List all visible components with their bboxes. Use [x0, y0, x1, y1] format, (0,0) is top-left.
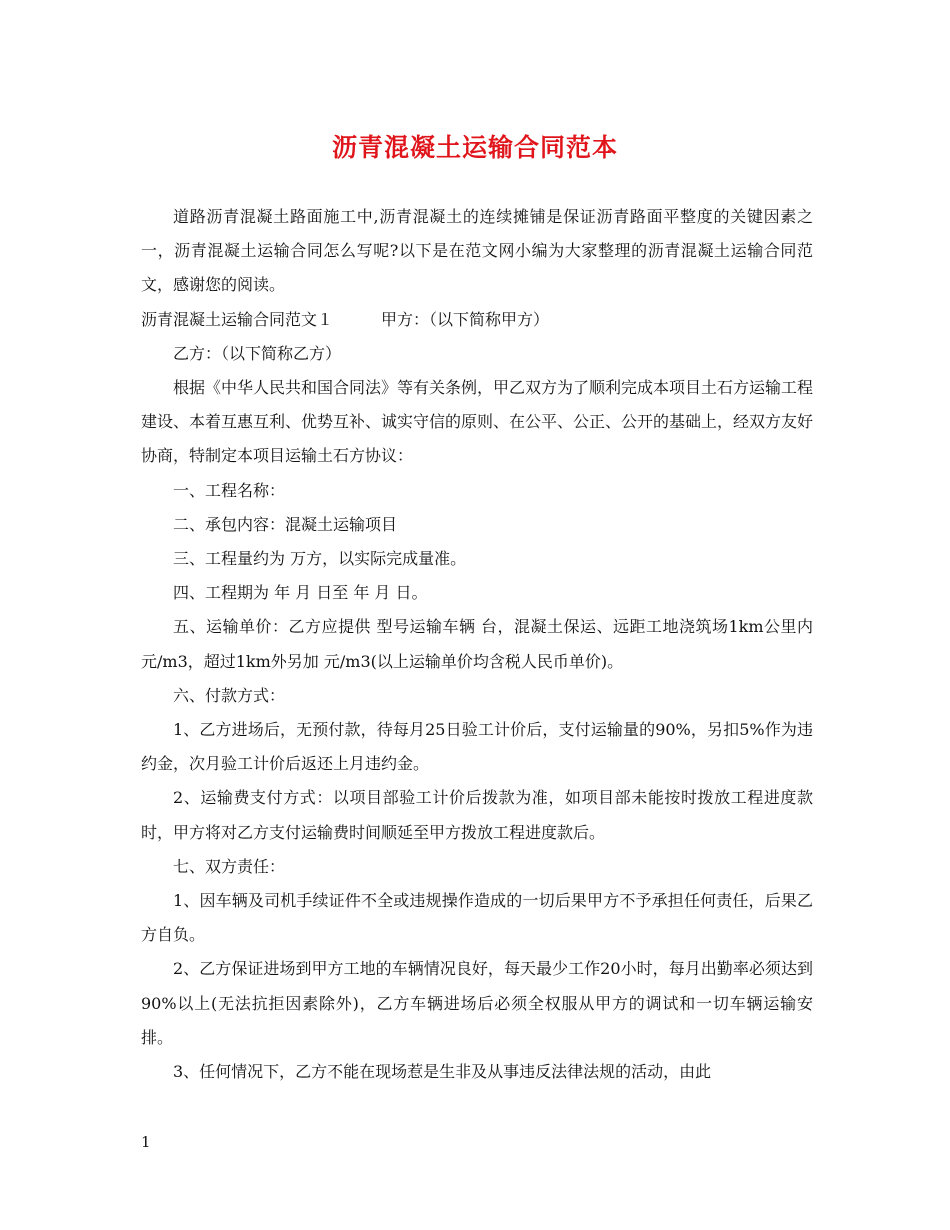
clause-payment-heading: 六、付款方式： [173, 685, 286, 705]
sample-label: 沥青混凝土运输合同范文１ [141, 309, 334, 329]
clause-responsibility-1: 1、因车辆及司机手续证件不全或违规操作造成的一切后果甲方不予承担任何责任，后果乙方自负。 [141, 891, 813, 945]
clause-responsibility-3: 3、任何情况下，乙方不能在现场惹是生非及从事违反法律法规的活动，由此 [173, 1062, 712, 1082]
contract-basis-paragraph: 根据《中华人民共和国合同法》等有关条例，甲乙双方为了顺利完成本项目土石方运输工程建设、本着互惠互利、优势互补、诚实守信的原则、在公平、公正、公开的基础上，经双方友好协商，特制定本项目运输土石方协议： [141, 378, 814, 466]
clause-payment-1: 1、乙方进场后，无预付款，待每月25日验工计价后，支付运输量的90%，另扣5%作为违约金，次月验工计价后返还上月违约金。 [141, 720, 813, 774]
document-title: 沥青混凝土运输合同范本 [331, 133, 618, 162]
clause-payment-2: 2、运输费支付方式：以项目部验工计价后拨款为准，如项目部未能按时拨放工程进度款时，甲方将对乙方支付运输费时间顺延至甲方拨放工程进度款后。 [141, 788, 813, 842]
clause-period: 四、工程期为 年 月 日至 年 月 日。 [173, 583, 428, 603]
clause-unit-price: 五、运输单价：乙方应提供 型号运输车辆 台，混凝土保运、远距工地浇筑场1km公里内 元/m3，超过1km外另加 元/m3(以上运输单价均含税人民币单价)。 [141, 617, 813, 671]
page-number: 1 [141, 1133, 151, 1151]
clause-project-name: 一、工程名称： [173, 480, 286, 500]
clause-responsibility-heading: 七、双方责任： [173, 856, 286, 876]
clause-scope: 二、承包内容：混凝土运输项目 [173, 514, 398, 534]
intro-paragraph: 道路沥青混凝土路面施工中,沥青混凝土的连续摊铺是保证沥青路面平整度的关键因素之一，沥青混凝土运输合同怎么写呢?以下是在范文网小编为大家整理的沥青混凝土运输合同范文，感谢您的阅读。 [141, 207, 813, 295]
sample-heading-line [141, 303, 813, 337]
clause-quantity: 三、工程量约为 万方，以实际完成量准。 [173, 549, 467, 569]
document-body [141, 200, 813, 1089]
party-b-line: 乙方：（以下简称乙方） [173, 343, 342, 363]
clause-responsibility-2: 2、乙方保证进场到甲方工地的车辆情况良好，每天最少工作20小时，每月出勤率必须达到90%以上(无法抗拒因素除外)，乙方车辆进场后必须全权服从甲方的调试和一切车辆运输安排。 [141, 959, 813, 1047]
party-a-line: 甲方：（以下简称甲方） [381, 309, 550, 329]
